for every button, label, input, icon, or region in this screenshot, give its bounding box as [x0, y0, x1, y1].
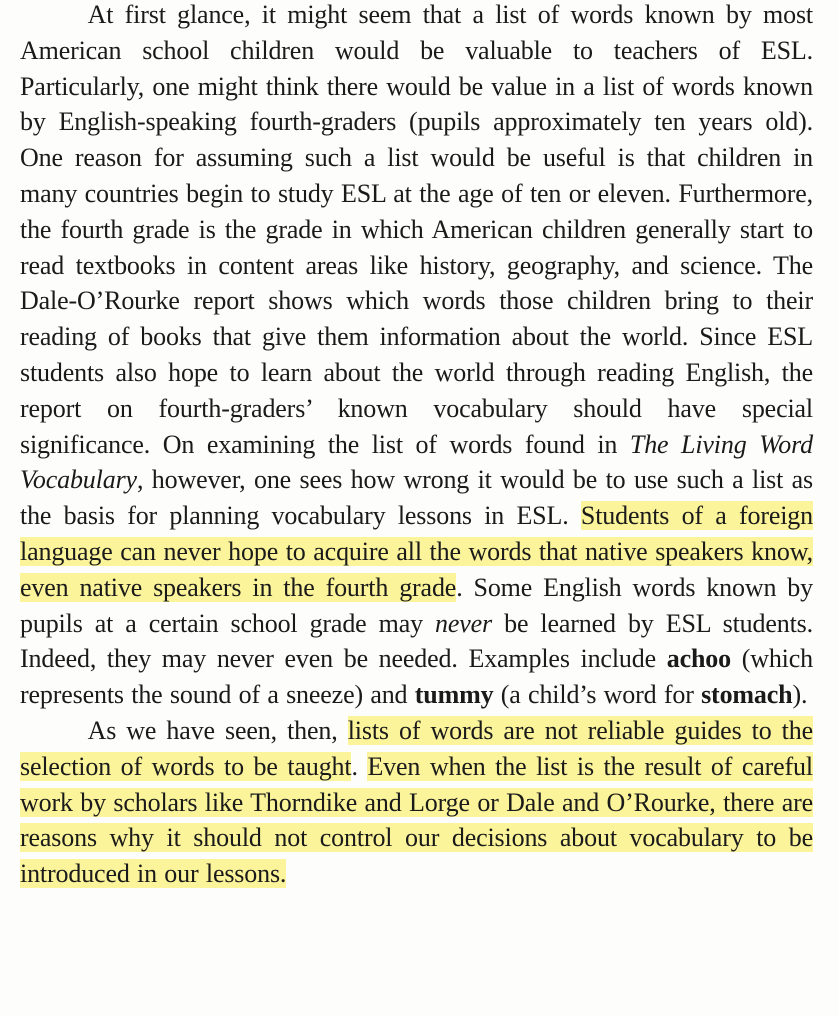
- book-title: The Living Word Vocabulary: [20, 429, 814, 495]
- p1-text-7: ).: [792, 680, 808, 710]
- p1-text-6: (a child’s word for: [493, 680, 702, 710]
- text-column: [20, 0, 813, 892]
- emphasis-never: never: [435, 608, 493, 638]
- bold-word-achoo: achoo: [666, 644, 731, 674]
- highlight-1: Students of a foreign language can never hope to acquire all the words that native speakers know, even native speakers in the fourth grade: [20, 501, 813, 602]
- highlight-3: Even when the list is the result of careful work by scholars like Thorndike and Lorge or Dale and O’Rourke, there are reasons why it should not control our decisions about vocabulary to be introduced in our lessons.: [20, 751, 813, 889]
- p1-text-3: . Some English words known by pupils at a certain school grade may: [20, 572, 813, 638]
- p2-text-1: As we have seen, then,: [87, 715, 348, 745]
- p1-text-1: At first glance, it might seem that a list of words known by most American school children would be valuable to teachers of ESL. Particularly, one might think there would be value in a list of words known by English-speaking fourth-graders (pupils approximately ten years old). One reason for assuming such a list would be useful is that children in many countries begin to study ESL at the age of ten or eleven. Furthermore, the fourth grade is the grade in which American children generally start to read textbooks in content areas like history, geography, and science. The Dale-O’Rourke report shows which words those children bring to their reading of books that give them information about the world. Since ESL students also hope to learn about the world through reading English, the report on fourth-graders’ known vocabulary should have special significance. On examining the list of words found in: [20, 0, 813, 459]
- bold-word-stomach: stomach: [701, 680, 793, 710]
- paragraph-1: [20, 0, 813, 713]
- p2-text-2: .: [351, 751, 368, 781]
- p1-text-4: be learned by ESL students. Indeed, they may never even be needed. Examples include: [20, 608, 813, 674]
- paragraph-2: [20, 713, 813, 892]
- bold-word-tummy: tummy: [414, 680, 494, 710]
- highlight-2: lists of words are not reliable guides to the selection of words to be taught: [20, 715, 813, 781]
- p1-text-5: (which represents the sound of a sneeze) and: [20, 644, 813, 710]
- p1-text-2: , however, one sees how wrong it would be to use such a list as the basis for planning vocabulary lessons in ESL.: [20, 465, 813, 531]
